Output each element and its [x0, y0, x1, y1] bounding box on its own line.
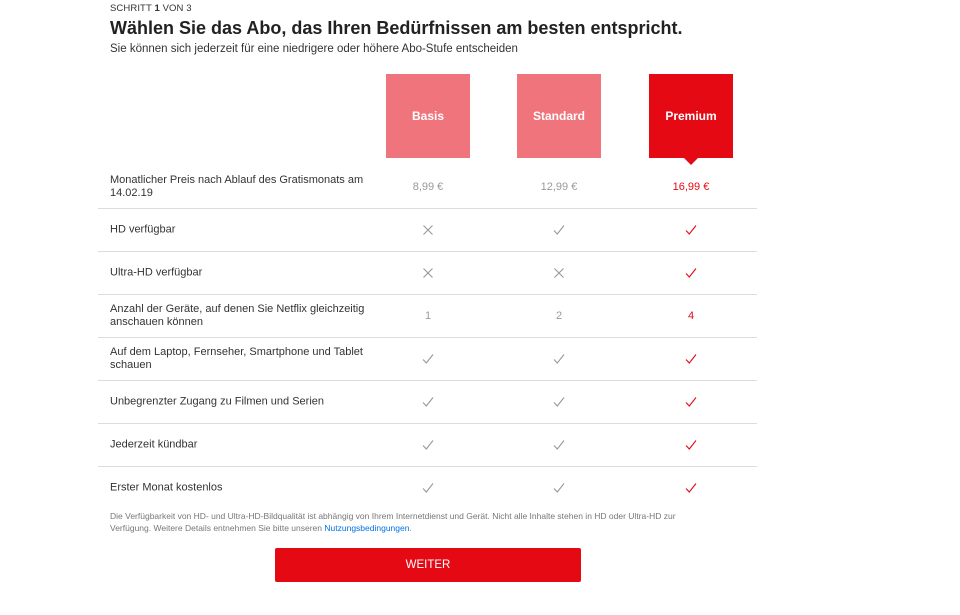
- plan-value: [386, 166, 470, 208]
- plan-value: [386, 295, 470, 337]
- plan-value-text: 2: [555, 310, 563, 322]
- step-indicator: [110, 3, 192, 14]
- plan-value-text: 12,99 €: [540, 181, 578, 193]
- check-icon: [517, 381, 601, 423]
- feature-label: Erster Monat kostenlos: [110, 481, 223, 494]
- feature-label: Jederzeit kündbar: [110, 438, 198, 451]
- disclaimer: [110, 510, 710, 534]
- plan-value-text: 4: [687, 310, 695, 322]
- check-icon: [517, 424, 601, 466]
- check-icon: [386, 424, 470, 466]
- feature-label: Ultra-HD verfügbar: [110, 266, 203, 279]
- plan-value: [517, 166, 601, 208]
- check-icon: [649, 424, 733, 466]
- table-row: [98, 252, 757, 295]
- check-icon: [386, 381, 470, 423]
- check-icon: [386, 338, 470, 380]
- check-icon: [649, 467, 733, 509]
- check-icon: [517, 338, 601, 380]
- check-icon: [517, 467, 601, 509]
- table-row: [98, 467, 757, 509]
- feature-label: Monatlicher Preis nach Ablauf des Gratismonats am 14.02.19: [110, 174, 364, 199]
- table-row: [98, 295, 757, 338]
- feature-label: Anzahl der Geräte, auf denen Sie Netflix gleichzeitig anschauen können: [110, 303, 365, 328]
- check-icon: [386, 467, 470, 509]
- feature-label: Unbegrenzter Zugang zu Filmen und Serien: [110, 395, 325, 408]
- table-row: [98, 381, 757, 424]
- terms-link[interactable]: Nutzungsbedingungen: [324, 523, 410, 533]
- check-icon: [649, 252, 733, 294]
- plan-value-text: 1: [424, 310, 432, 322]
- table-row: [98, 209, 757, 252]
- plan-standard-button[interactable]: [517, 74, 601, 158]
- continue-button[interactable]: WEITER: [275, 548, 581, 582]
- plan-basis-label: Basis: [411, 109, 445, 123]
- table-row: [98, 424, 757, 467]
- step-current: 1: [154, 3, 160, 14]
- plan-value: [649, 166, 733, 208]
- plan-premium-label: Premium: [665, 109, 717, 123]
- check-icon: [517, 209, 601, 251]
- cross-icon: [386, 252, 470, 294]
- step-prefix: SCHRITT: [110, 3, 152, 14]
- disclaimer-text: Die Verfügbarkeit von HD- und Ultra-HD-Bildqualität ist abhängig von Ihrem Internetdienst und Gerät. Nicht alle Inhalte stehen in HD oder Ultra-HD zur Verfügung. Weitere Details entnehmen Sie bitte unseren: [110, 511, 676, 533]
- check-icon: [649, 381, 733, 423]
- page-subtitle: Sie können sich jederzeit für eine niedrigere oder höhere Abo-Stufe entscheiden: [110, 43, 518, 55]
- plan-value-text: 16,99 €: [672, 181, 710, 193]
- plan-standard-label: Standard: [532, 109, 585, 123]
- check-icon: [649, 338, 733, 380]
- plan-basis-button[interactable]: [386, 74, 470, 158]
- feature-label: Auf dem Laptop, Fernseher, Smartphone und Tablet schauen: [110, 346, 363, 371]
- plan-value-text: 8,99 €: [412, 181, 444, 193]
- feature-label: HD verfügbar: [110, 223, 176, 236]
- cross-icon: [517, 252, 601, 294]
- check-icon: [649, 209, 733, 251]
- table-row: [98, 338, 757, 381]
- disclaimer-suffix: .: [409, 523, 412, 533]
- cross-icon: [386, 209, 470, 251]
- plan-value: [649, 295, 733, 337]
- step-suffix: VON 3: [162, 3, 192, 14]
- page-title: Wählen Sie das Abo, das Ihren Bedürfnissen am besten entspricht.: [110, 18, 683, 38]
- table-row: [98, 166, 757, 209]
- feature-table: [98, 166, 757, 509]
- plan-premium-button[interactable]: [649, 74, 733, 158]
- plan-value: [517, 295, 601, 337]
